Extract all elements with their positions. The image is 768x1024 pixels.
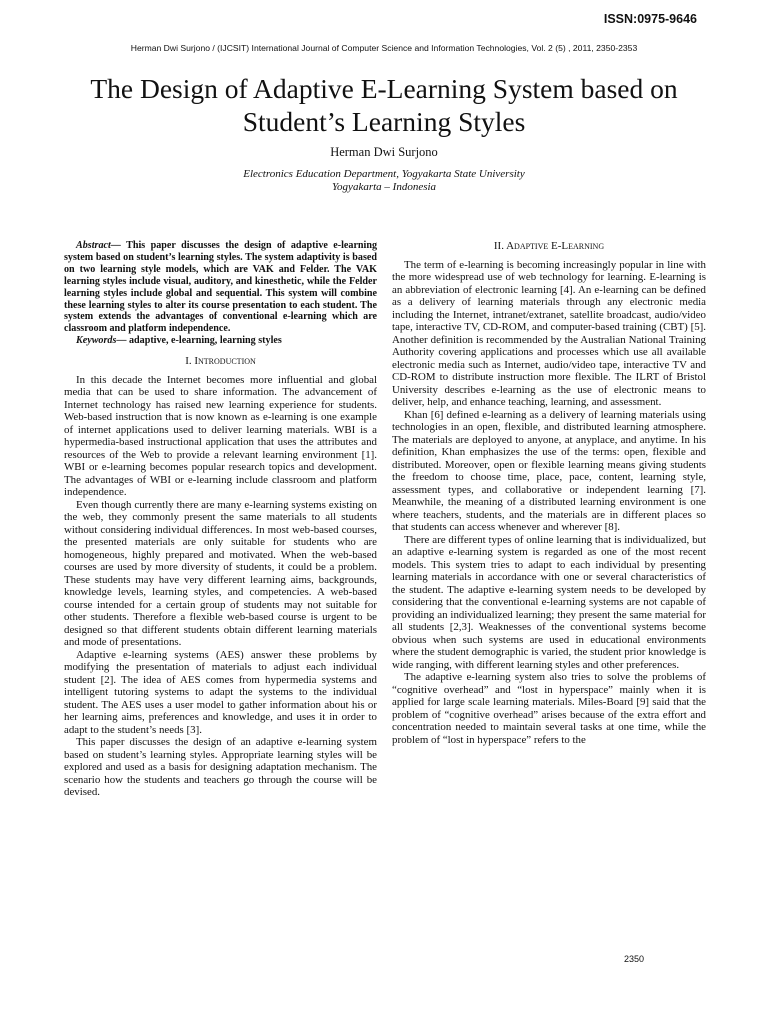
section-heading-adaptive-elearning: II. Adaptive E-Learning xyxy=(493,240,605,252)
paragraph: The term of e-learning is becoming increasingly popular in line with the more widespread use of web technology for learning. E-learning is an abbreviation of electronic learning [4]. An e-learning can be defined as a delivery of learning materials through any electronic media including the Internet, intranet/extranet, satellite broadcast, audio/video tape, interactive TV, CD-ROM, and computer-based training (CBT) [5]. Another definition is recommended by the Australian National Training Authority covering applications and processes which use all available electronic media such as Internet, audio/video tape, interactive TV and CD-ROM to distribute instruction more flexible. The ILRT of Bristol University describes e-learning as the use of electronic means to deliver, help, and enhance teaching, learning, and assessment. xyxy=(392,258,706,408)
abstract-text: This paper discusses the design of adaptive e-learning system based on student’s learning styles. The system adaptivity is based on two learning style models, which are VAK and Felder. The VAK learning styles include visual, auditory, and kinesthetic, while the Felder learning styles include global and sequential. This system will combine these learning styles to alter its course presentation to each student. The system extends the advantages of conventional e-learning which are classroom and platform independence. xyxy=(64,240,377,335)
abstract xyxy=(64,240,377,335)
left-column xyxy=(64,240,377,799)
paragraph: In this decade the Internet becomes more influential and global media that can be used to share information. The advancement of Internet technology has raised new learning experience for students. Web-based instruction that is now known as e-learning is one example of internet applications used to deliver learning materials. WBI is a hypermedia-based instructional application that uses the attributes and resources of the Web to provide a relevant learning environment [1]. WBI or e-learning becomes popular research topics and development. The advantages of WBI or e-learning include classroom and platform independence. xyxy=(64,373,377,499)
paper-title: The Design of Adaptive E-Learning System based on Student’s Learning Styles xyxy=(90,73,678,137)
affiliation-line-1: Electronics Education Department, Yogyakarta State University xyxy=(243,168,525,180)
paragraph: Even though currently there are many e-learning systems existing on the web, they commonly present the same materials to all students without considering individual differences. In most web-based courses, the presented materials are only suitable for students who are homogeneous, highly prepared and motivated. When the web-based courses are used by more diversity of students, it could be a problem. These students may have very different learning aims, backgrounds, knowledge levels, learning styles, and competencies. A web-based course intended for a certain group of students may not suitable for other students. Therefore a flexible web-based course is urgent to be designed so that different students obtain different learning materials and mode of presentations. xyxy=(64,498,377,649)
paragraph: Khan [6] defined e-learning as a delivery of learning materials using technologies in an open, flexible, and distributed learning atmosphere. The materials are deployed to anyone, at anyplace, and anytime. In his definition, Khan emphasizes the use of the terms: open, flexible and distributed. Moreover, open or flexible learning means giving students the freedom to choose time, place, pace, content, learning style, assessment types, and collaborative or independent learning [7]. Meanwhile, the meaning of a distributed learning environment is one where teachers, students, and the materials are in different places so that students can access whenever and wherever [8]. xyxy=(392,408,706,533)
right-column xyxy=(392,240,706,746)
paragraph: Adaptive e-learning systems (AES) answer these problems by modifying the presentation of materials to adjust each individual student [2]. The idea of AES comes from hypermedia systems and intelligent tutoring systems to adapt the systems to the individual student. The AES uses a user model to gather information about his or her learning aims, preferences and knowledge, and uses it in order to adapt to the student’s needs [3]. xyxy=(64,648,377,736)
paragraph: The adaptive e-learning system also tries to solve the problems of “cognitive overhead” and “lost in hyperspace” mainly when it is applied for large scale learning materials. Miles-Board [9] said that the problem of “cognitive overhead” arises because of the extra effort and concentration needed to maintain several tasks at one time, while the problem of “lost in hyperspace” refers to the xyxy=(392,671,706,746)
affiliation xyxy=(0,168,768,193)
keywords-text: — adaptive, e-learning, learning styles xyxy=(116,335,282,347)
paragraph: There are different types of online learning that is individualized, but an adaptive e-learning system is regarded as one of the most recent models. This system tries to adapt to each individual by presenting learning materials in accordance with one or several characteristics of the student. The adaptive e-learning system needs to be developed by considering that the conventional e-learning systems are not capable of providing an individualized learning; they present the same material for all students [2,3]. Weaknesses of the conventional systems become obvious when such systems are used in educational environments where the student demographic is varied, the student prior knowledge is wide ranging, with different learning styles and other preferences. xyxy=(392,533,706,671)
running-head: Herman Dwi Surjono / (IJCSIT) International Journal of Computer Science and Information Technologies, Vol. 2 (5) , 2011, 2350-2353 xyxy=(130,43,638,53)
paragraph: This paper discusses the design of an adaptive e-learning system based on student’s learning styles. Appropriate learning styles will be explored and used as a basis for designing adaptation mechanism. The scenario how the students and teachers go through the course will be devised. xyxy=(64,736,377,799)
abstract-label: Abstract— xyxy=(76,240,121,251)
keywords-label: Keywords xyxy=(76,335,117,347)
issn-label: ISSN:0975-9646 xyxy=(603,12,697,26)
author-name: Herman Dwi Surjono xyxy=(330,145,438,159)
page-number: 2350 xyxy=(624,954,645,964)
affiliation-line-2: Yogyakarta – Indonesia xyxy=(331,180,437,193)
keywords xyxy=(64,335,377,347)
section-heading-introduction: I. Introduction xyxy=(185,355,256,368)
